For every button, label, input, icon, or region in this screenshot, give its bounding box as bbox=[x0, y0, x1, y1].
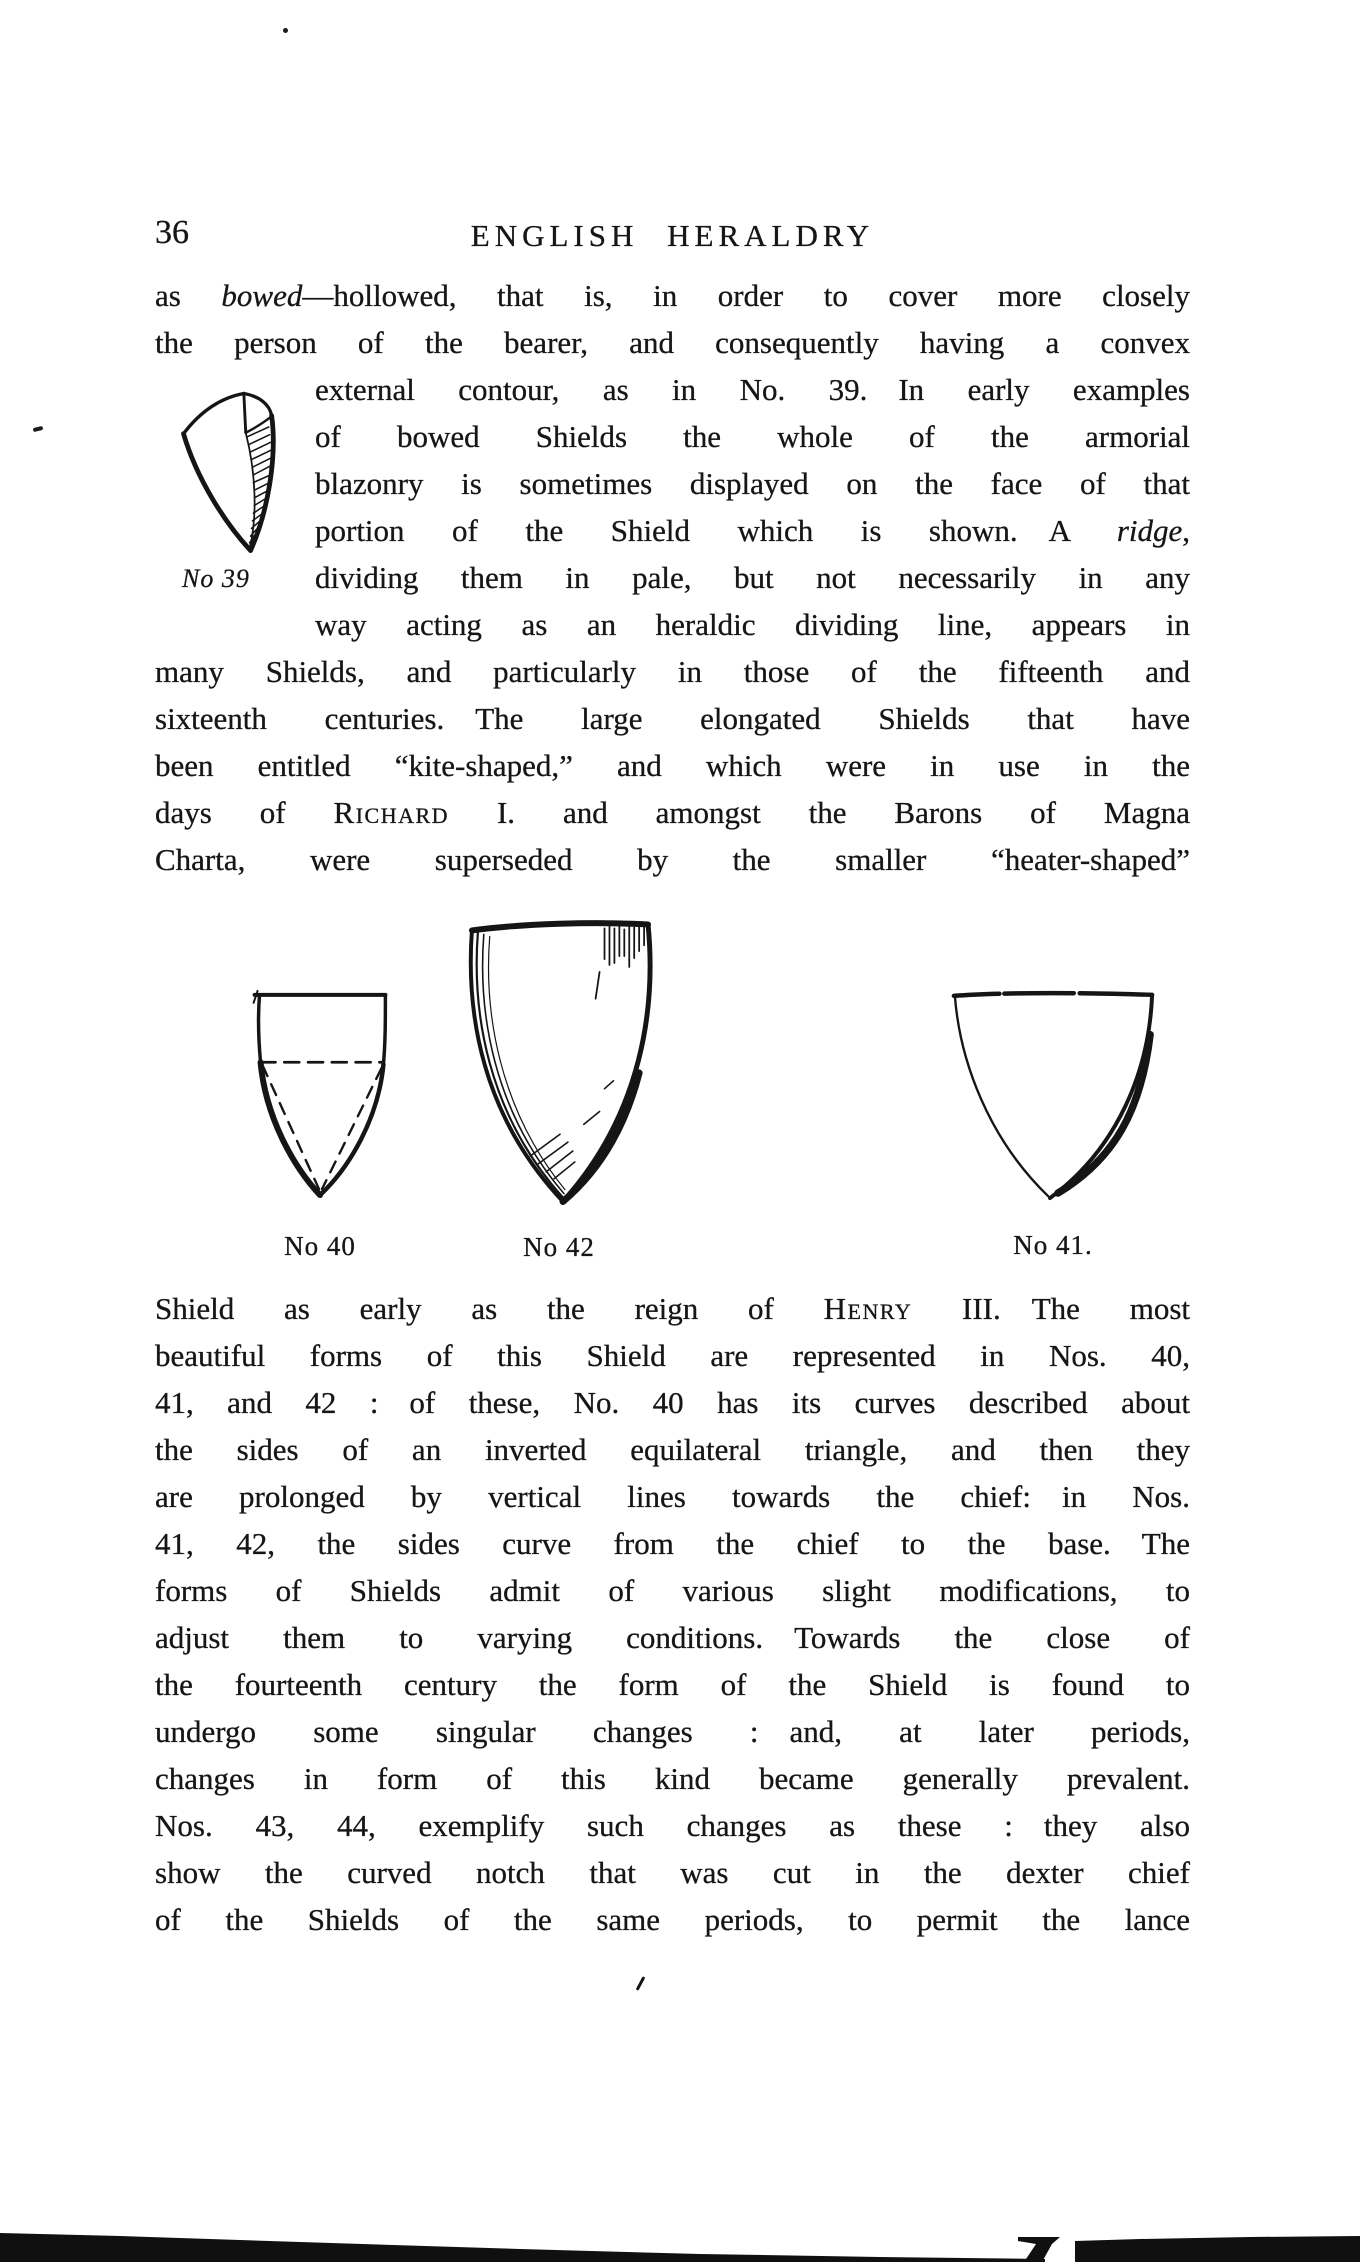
text-segment: as bbox=[155, 278, 222, 313]
text-segment: many Shields, and particularly in those of the fifteenth and bbox=[155, 654, 1190, 689]
scan-edge-artifact bbox=[0, 2228, 1360, 2262]
text-segment: I. and amongst the Barons of Magna bbox=[449, 795, 1191, 830]
text-segment: forms of Shields admit of various slight modifications, to bbox=[155, 1573, 1190, 1608]
scan-speck-left-margin bbox=[33, 426, 44, 432]
text-segment: show the curved notch that was cut in the dexter chief bbox=[155, 1855, 1190, 1890]
text-line bbox=[155, 1896, 1190, 1943]
text-segment: —hollowed, that is, in order to cover more closely bbox=[302, 278, 1190, 313]
text-segment: adjust them to varying conditions. Towards the close of bbox=[155, 1620, 1190, 1655]
text-segment: been entitled “kite-shaped,” and which were in use in the bbox=[155, 748, 1190, 783]
text-line bbox=[155, 272, 1190, 319]
text-line bbox=[155, 1285, 1190, 1332]
text-segment: Nos. 43, 44, exemplify such changes as these : they also bbox=[155, 1808, 1190, 1843]
paragraph-2 bbox=[155, 1285, 1190, 1943]
text-segment: changes in form of this kind became generally prevalent. bbox=[155, 1761, 1190, 1796]
text-segment: ridge bbox=[1116, 513, 1183, 548]
heater-shield-41-icon bbox=[946, 980, 1160, 1202]
scan-tick-mark bbox=[636, 1976, 646, 1991]
text-line bbox=[155, 1332, 1190, 1379]
text-segment: blazonry is sometimes displayed on the face of that bbox=[315, 466, 1190, 501]
text-segment: bowed bbox=[221, 278, 303, 313]
running-header: ENGLISH HERALDRY bbox=[470, 218, 875, 253]
text-segment: undergo some singular changes : and, at later periods, bbox=[155, 1714, 1190, 1749]
text-line bbox=[155, 836, 1190, 883]
text-segment: are prolonged by vertical lines towards the chief: in Nos. bbox=[155, 1479, 1190, 1514]
text-segment: 41, and 42 : of these, No. 40 has its curves described about bbox=[155, 1385, 1190, 1420]
text-line bbox=[155, 1802, 1190, 1849]
figure-41-label: No 41. bbox=[1013, 1230, 1093, 1260]
figure-40-label: No 40 bbox=[284, 1231, 356, 1261]
text-segment: Henry bbox=[823, 1291, 913, 1326]
text-line bbox=[155, 1426, 1190, 1473]
text-line bbox=[155, 1473, 1190, 1520]
text-line bbox=[155, 1567, 1190, 1614]
bowed-shield-39-icon bbox=[168, 382, 312, 562]
text-segment: Richard bbox=[333, 795, 450, 830]
text-segment: , bbox=[1182, 513, 1190, 548]
text-line bbox=[155, 648, 1190, 695]
text-segment: III. The most bbox=[912, 1291, 1190, 1326]
text-line bbox=[155, 742, 1190, 789]
text-line bbox=[155, 319, 1190, 366]
text-line bbox=[155, 1520, 1190, 1567]
text-segment: of bowed Shields the whole of the armorial bbox=[315, 419, 1190, 454]
figure-42-label: No 42 bbox=[523, 1232, 595, 1262]
text-line bbox=[155, 1849, 1190, 1896]
text-segment: beautiful forms of this Shield are represented in Nos. 40, bbox=[155, 1338, 1190, 1373]
text-line bbox=[155, 1708, 1190, 1755]
figure-39 bbox=[168, 382, 318, 594]
page-number: 36 bbox=[155, 214, 189, 251]
text-segment: external contour, as in No. 39. In early examples bbox=[315, 372, 1190, 407]
text-line bbox=[155, 1379, 1190, 1426]
text-segment: of the Shields of the same periods, to permit the lance bbox=[155, 1902, 1190, 1937]
text-segment: the sides of an inverted equilateral triangle, and then they bbox=[155, 1432, 1190, 1467]
text-line bbox=[155, 1661, 1190, 1708]
scan-speck-top bbox=[283, 28, 288, 33]
text-segment: dividing them in pale, but not necessarily in any bbox=[315, 560, 1190, 595]
text-segment: portion of the Shield which is shown. A bbox=[315, 513, 1117, 548]
figure-41 bbox=[946, 980, 1160, 1261]
heater-shield-40-icon bbox=[250, 985, 390, 1205]
text-segment: sixteenth centuries. The large elongated Shields that have bbox=[155, 701, 1190, 736]
text-segment: way acting as an heraldic dividing line, appears in bbox=[315, 607, 1190, 642]
text-line bbox=[155, 1755, 1190, 1802]
text-line bbox=[155, 601, 1190, 648]
text-segment: Charta, were superseded by the smaller “heater-shaped” bbox=[155, 842, 1190, 877]
text-segment: days of bbox=[155, 795, 334, 830]
text-segment: Shield as early as the reign of bbox=[155, 1291, 824, 1326]
text-segment: 41, 42, the sides curve from the chief to the base. The bbox=[155, 1526, 1190, 1561]
figure-40 bbox=[250, 985, 390, 1262]
text-line bbox=[155, 789, 1190, 836]
figure-42 bbox=[465, 914, 653, 1263]
text-segment: the fourteenth century the form of the Shield is found to bbox=[155, 1667, 1190, 1702]
figure-39-label: No 39 bbox=[182, 564, 250, 593]
text-line bbox=[155, 1614, 1190, 1661]
text-line bbox=[155, 695, 1190, 742]
heater-shield-42-icon bbox=[465, 914, 653, 1210]
text-segment: the person of the bearer, and consequently having a convex bbox=[155, 325, 1190, 360]
